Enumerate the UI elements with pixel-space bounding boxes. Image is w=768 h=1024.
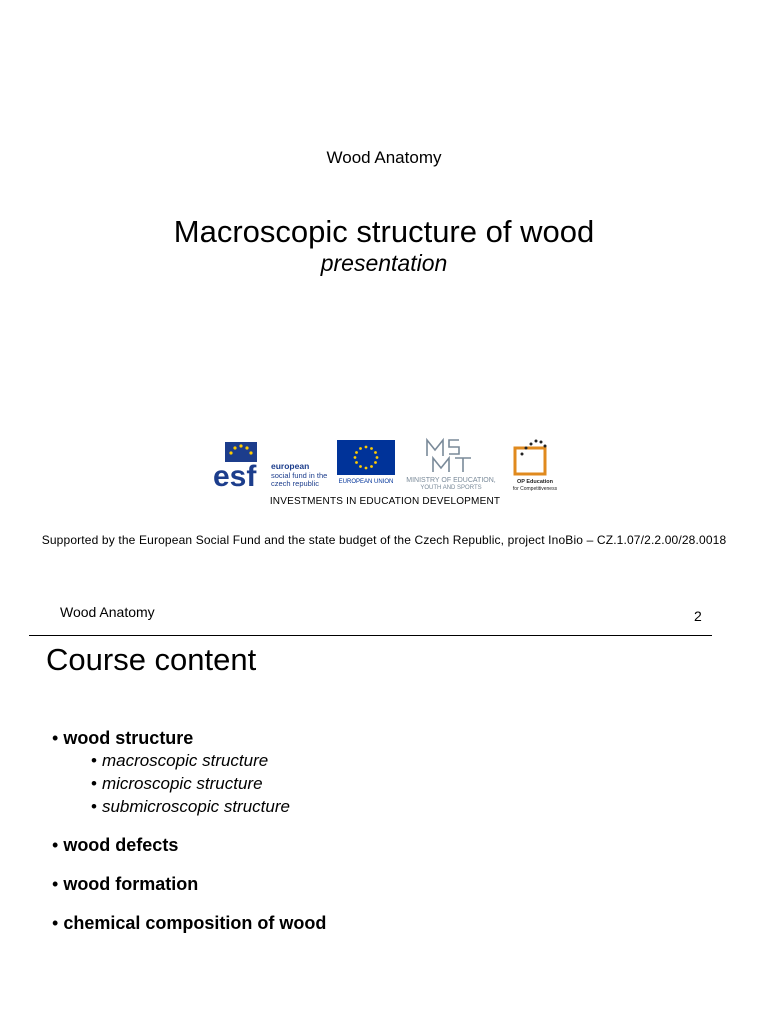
svg-text:MINISTRY OF EDUCATION,: MINISTRY OF EDUCATION,	[406, 477, 496, 484]
svg-text:esf: esf	[213, 460, 257, 488]
funding-statement: Supported by the European Social Fund and the state budget of the Czech Republic, project InoBio – CZ.1.07/2.2.00/28.0018	[41, 533, 727, 547]
list-item-label: wood defects	[63, 835, 179, 855]
sponsor-logos	[211, 436, 559, 492]
svg-text:OP Education: OP Education	[517, 479, 553, 485]
svg-text:EUROPEAN UNION: EUROPEAN UNION	[338, 479, 394, 485]
sub-list-item	[52, 772, 326, 795]
page-number: 2	[694, 608, 702, 624]
bullet: •	[91, 797, 97, 816]
sub-item-label: microscopic structure	[101, 774, 263, 793]
sub-list-item	[52, 795, 326, 818]
list-item	[52, 913, 326, 934]
svg-text:czech republic: czech republic	[271, 479, 319, 488]
bullet: •	[52, 913, 59, 933]
course-content-list	[52, 728, 326, 934]
svg-text:social fund in the: social fund in the	[271, 471, 328, 480]
svg-text:YOUTH AND SPORTS: YOUTH AND SPORTS	[420, 485, 482, 491]
list-item	[52, 835, 326, 856]
list-item	[52, 728, 326, 749]
list-item	[52, 874, 326, 895]
list-item-label: chemical composition of wood	[63, 913, 327, 933]
bullet: •	[91, 751, 97, 770]
bullet: •	[52, 835, 59, 855]
sub-item-label: macroscopic structure	[101, 751, 269, 770]
presentation-subtitle: presentation	[320, 250, 448, 276]
sub-item-label: submicroscopic structure	[101, 797, 290, 816]
list-item-label: wood structure	[63, 728, 194, 748]
bullet: •	[52, 728, 59, 748]
presentation-title: Macroscopic structure of wood	[173, 214, 595, 249]
msmt-logo	[399, 436, 503, 492]
course-subject: Wood Anatomy	[326, 148, 442, 167]
bullet: •	[91, 774, 97, 793]
svg-text:european: european	[271, 461, 310, 471]
investments-caption: INVESTMENTS IN EDUCATION DEVELOPMENT	[269, 496, 501, 507]
bullet: •	[52, 874, 59, 894]
esf-logo	[211, 440, 333, 488]
slide-header-title: Wood Anatomy	[60, 604, 155, 620]
op-education-logo	[509, 438, 561, 492]
list-item-label: wood formation	[63, 874, 199, 894]
eu-flag-logo	[337, 440, 395, 485]
header-divider	[29, 635, 712, 636]
course-content-slide	[0, 590, 768, 1024]
svg-text:for Competitiveness: for Competitiveness	[512, 486, 558, 492]
sub-list-item	[52, 749, 326, 772]
slide-title: Course content	[46, 642, 257, 677]
